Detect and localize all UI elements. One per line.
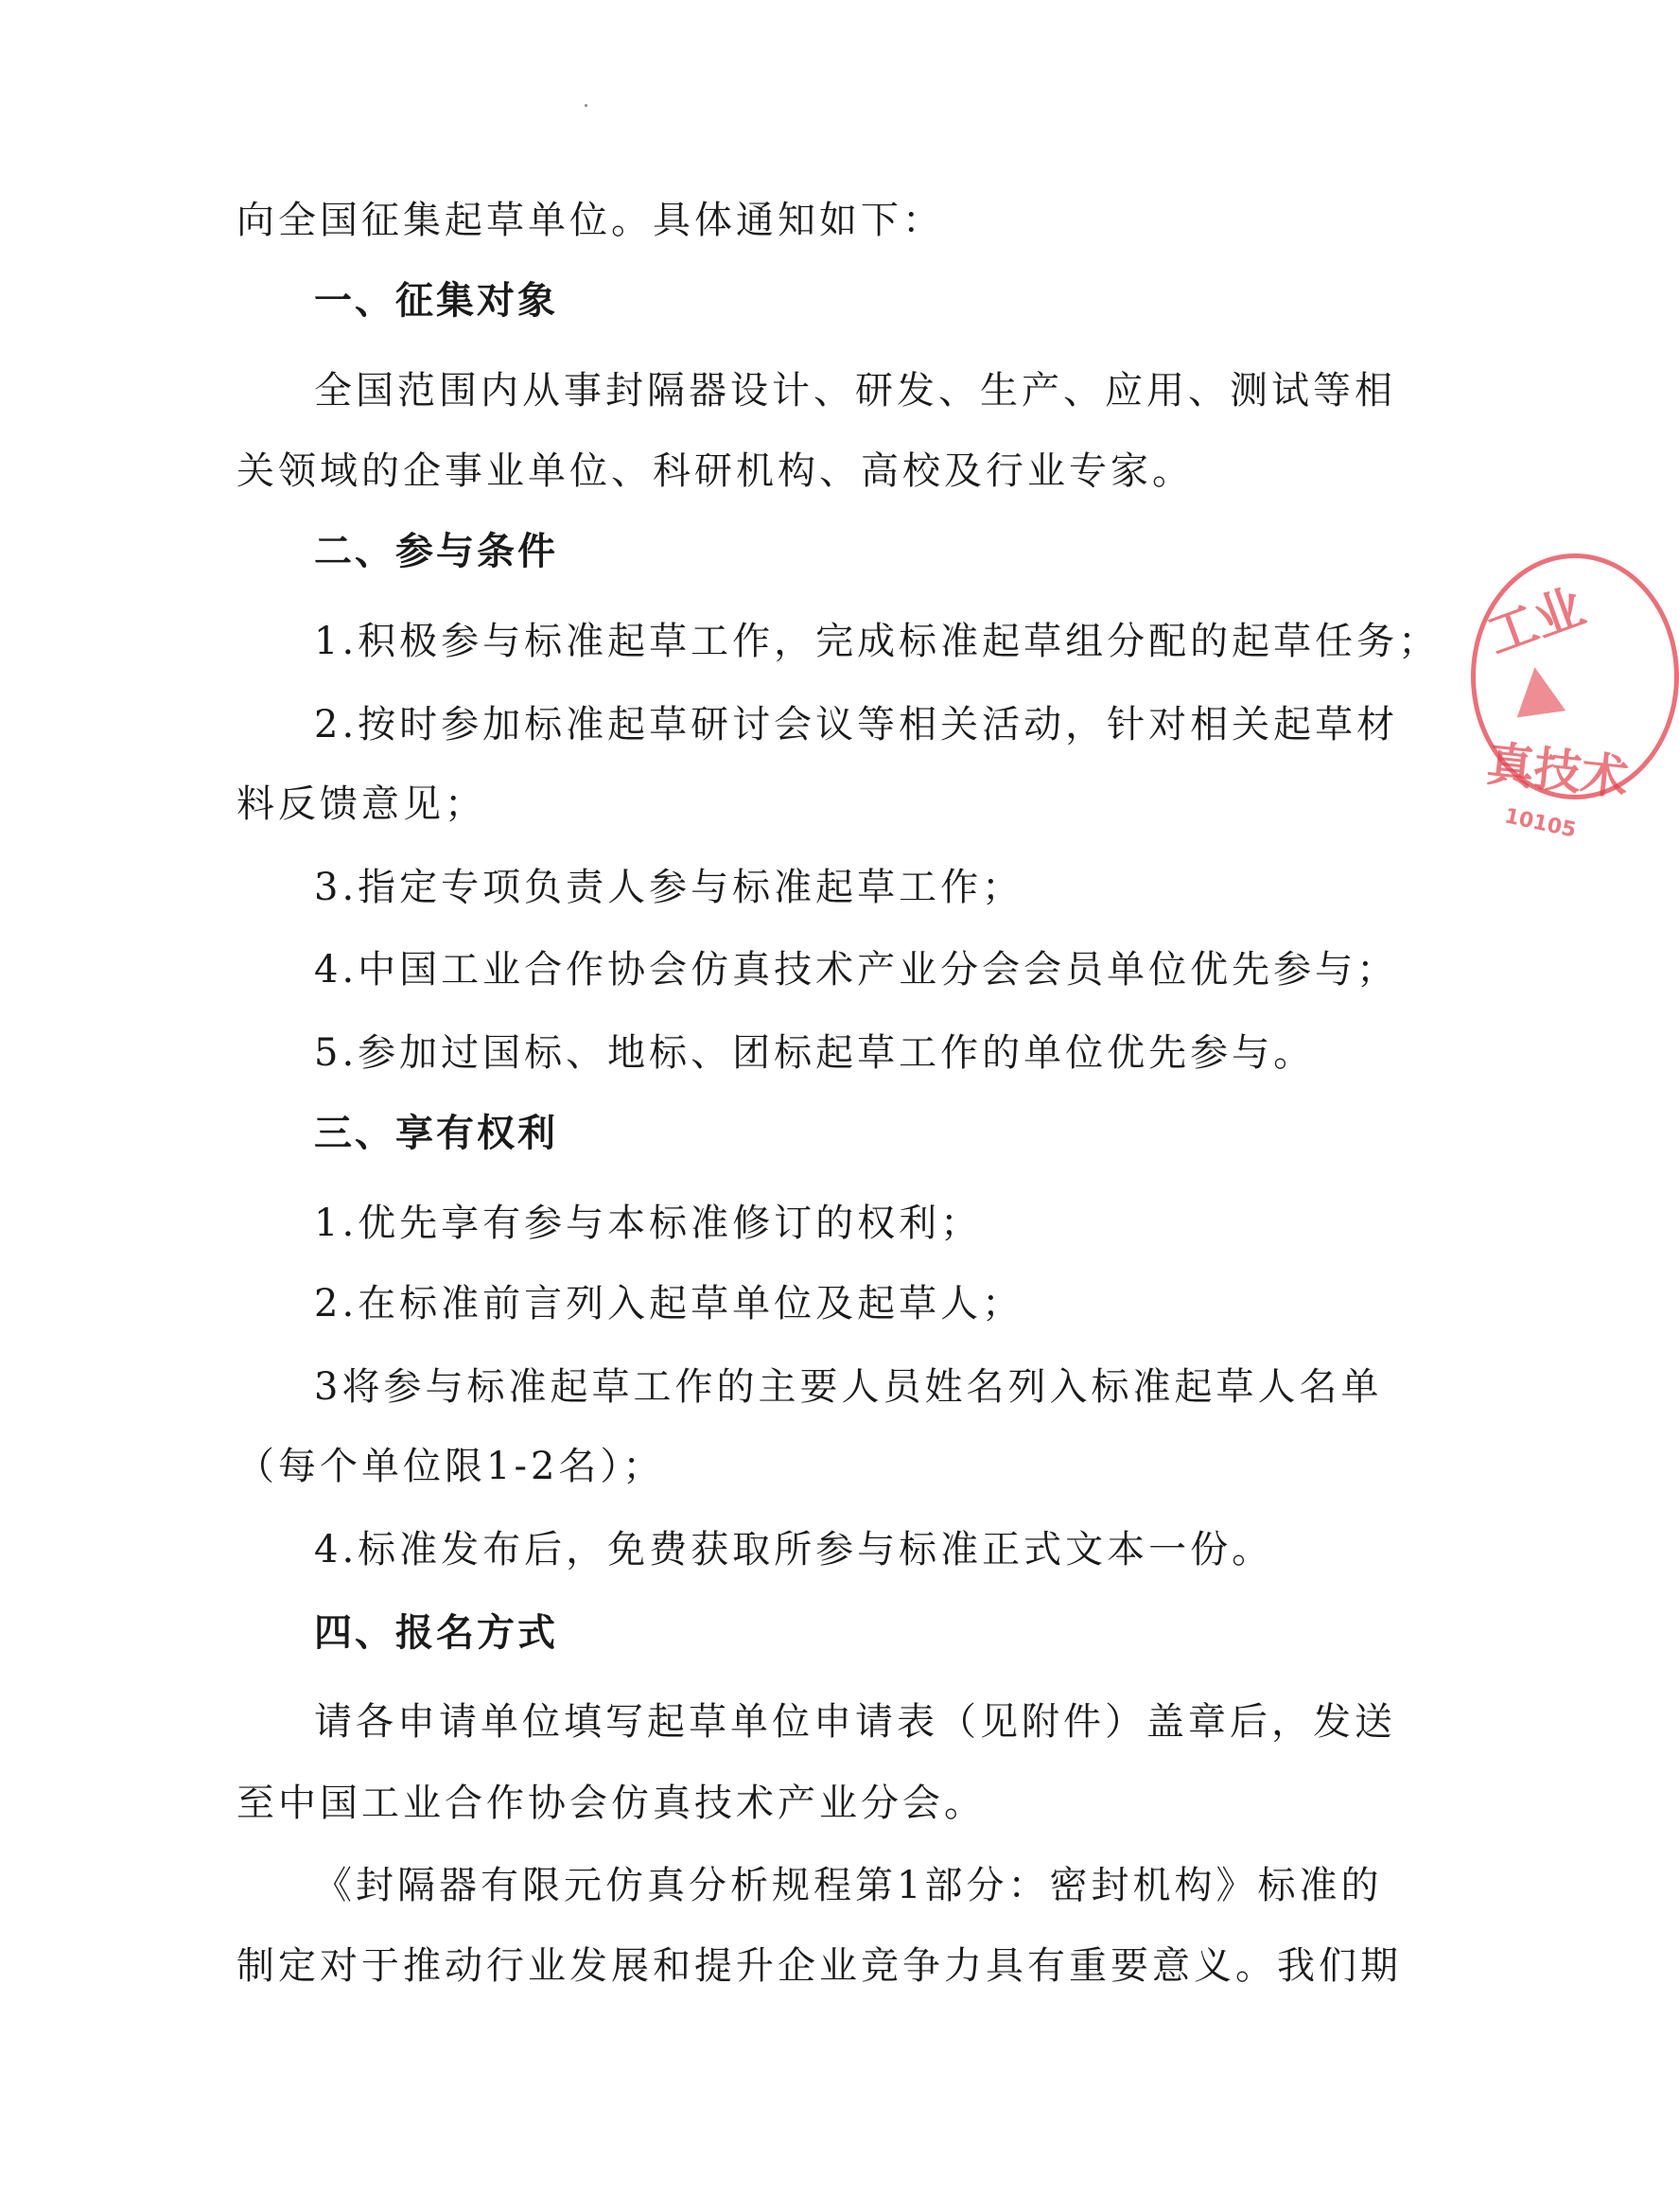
list-item: 2.在标准前言列入起草单位及起草人； [314,1282,1024,1325]
section-heading-2: 二、参与条件 [314,530,558,573]
list-item: 1.优先享有参与本标准修订的权利； [314,1202,983,1245]
paragraph-line: 《封隔器有限元仿真分析规程第1部分：密封机构》标准的 [314,1864,1383,1907]
section-heading-3: 三、享有权利 [314,1112,558,1155]
list-item: 4.标准发布后，免费获取所参与标准正式文本一份。 [314,1528,1274,1571]
seal-text-bottom: 真技术 [1483,736,1632,806]
seal-text-top: 工业 [1479,578,1593,666]
list-item: 1.积极参与标准起草工作，完成标准起草组分配的起草任务； [314,620,1441,663]
paragraph-line: 至中国工业合作协会仿真技术产业分会。 [236,1782,986,1825]
list-item: 4.中国工业合作协会仿真技术产业分会会员单位优先参与； [314,948,1399,992]
paragraph-line: 关领域的企事业单位、科研机构、高校及行业专家。 [236,449,1194,493]
list-item: 2.按时参加标准起草研讨会议等相关活动，针对相关起草材 [314,703,1399,746]
list-item: 3将参与标准起草工作的主要人员姓名列入标准起草人名单 [314,1365,1383,1409]
list-item: 3.指定专项负责人参与标准起草工作； [314,866,1024,909]
paragraph-line: 请各申请单位填写起草单位申请表（见附件）盖章后，发送 [314,1700,1396,1744]
list-item: 5.参加过国标、地标、团标起草工作的单位优先参与。 [314,1031,1316,1075]
list-item-continuation: 料反馈意见； [236,782,486,826]
seal-number: 10105 [1502,804,1579,843]
section-heading-4: 四、报名方式 [314,1611,558,1655]
paragraph-line: 制定对于推动行业发展和提升企业竞争力具有重要意义。我们期 [236,1944,1402,1988]
section-heading-1: 一、征集对象 [314,279,558,323]
intro-line: 向全国征集起草单位。具体通知如下： [236,199,944,242]
list-item-continuation: （每个单位限1-2名）； [236,1445,665,1488]
paragraph-line: 全国范围内从事封隔器设计、研发、生产、应用、测试等相 [314,369,1396,413]
seal-star-icon [1511,664,1565,718]
scan-speck [585,104,587,107]
